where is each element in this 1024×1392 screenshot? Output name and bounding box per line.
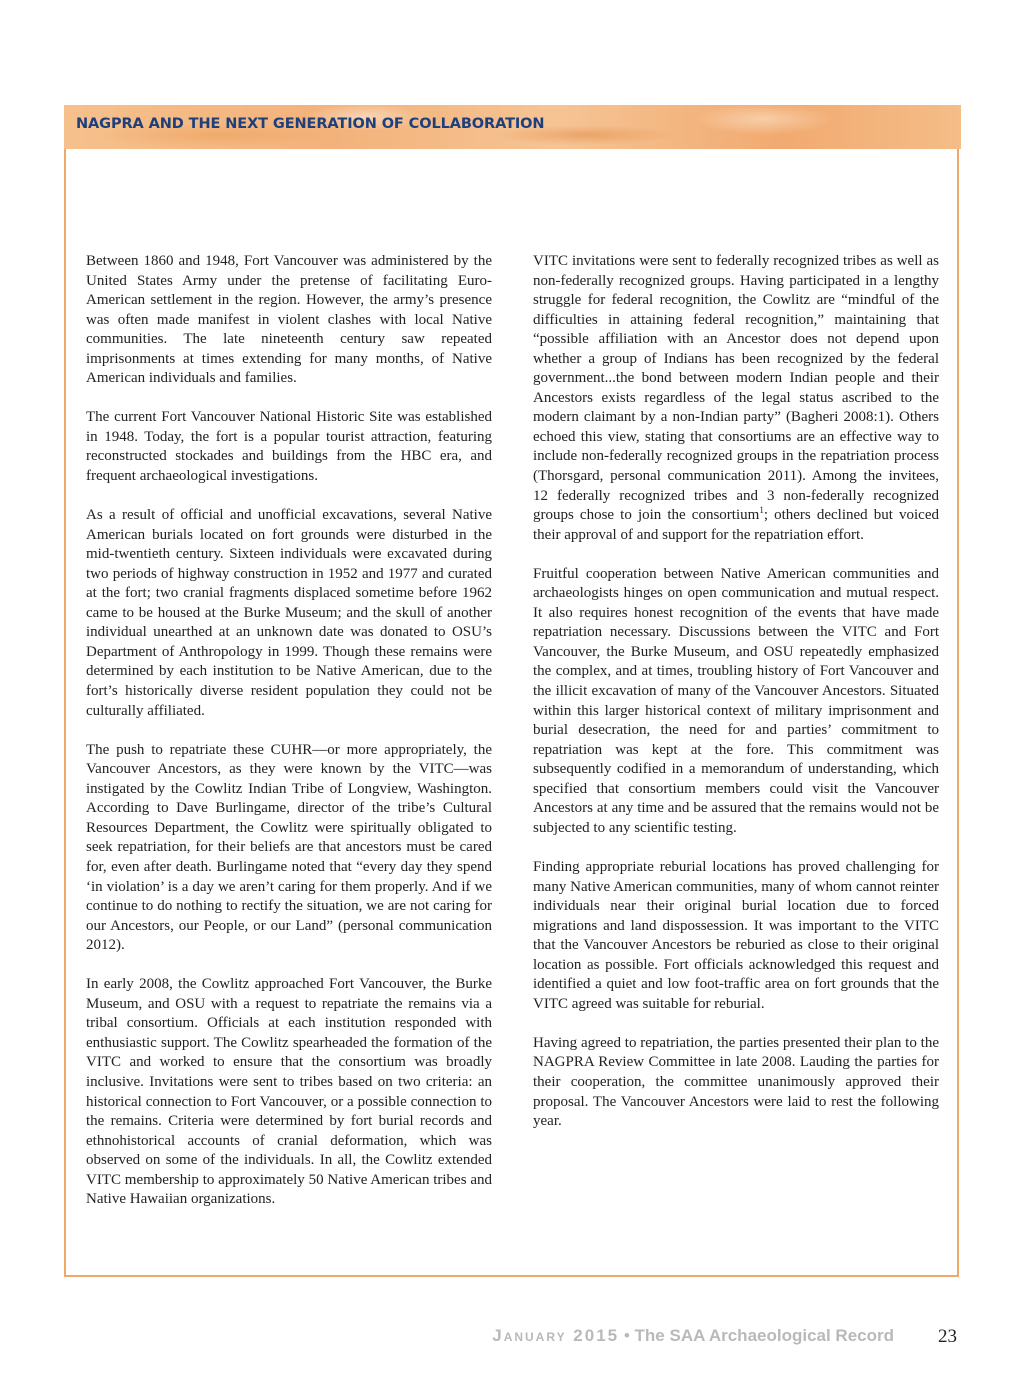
paragraph: The current Fort Vancouver National Historic Site was established in 1948. Today, the fort is a popular tourist attraction, featuring reconstructed stockades and buildings from the HBC era, and frequent archaeological investigations.	[86, 409, 492, 485]
page-number: 23	[938, 1326, 957, 1347]
section-header-title: NAGPRA AND THE NEXT GENERATION OF COLLABORATION	[76, 116, 545, 132]
left-text-column	[86, 252, 492, 1229]
paragraph-text: ; others declined but voiced their approval of and support for the repatriation effort.	[533, 507, 939, 543]
right-text-column	[533, 252, 939, 1151]
footer-journal-title: The SAA Archaeological Record	[634, 1326, 894, 1345]
footer-separator: •	[619, 1326, 635, 1345]
paragraph-text: VITC invitations were sent to federally recognized tribes as well as non-federally recognized groups. Having participated in a lengthy struggle for federal recognition, the Cowlitz are “mindful of the difficulties in attaining federal recognition,” maintaining that “possible affiliation with an Ancestor does not depend upon whether a group of Indians has been recognized by the federal government...the bond between modern Indian people and their Ancestors exists regardless of the legal status ascribed to the modern claimant by a non-Indian party” (Bagheri 2008:1). Others echoed this view, stating that consortiums are an effective way to include non-federally recognized groups in the repatriation process (Thorsgard, personal communication 2011). Among the invitees, 12 federally recognized tribes and 3 non-federally recognized groups chose to join the consortium	[533, 253, 939, 524]
header-band	[64, 105, 961, 149]
running-footer	[492, 1326, 894, 1346]
paragraph: In early 2008, the Cowlitz approached Fort Vancouver, the Burke Museum, and OSU with a request to repatriate the remains via a tribal consortium. Officials at each institution responded with enthusiastic support. The Cowlitz spearheaded the formation of the VITC and worked to ensure that the consortium was broadly inclusive. Invitations were sent to tribes based on two criteria: an historical connection to Fort Vancouver, or a possible connection to the remains. Criteria were determined by fort burial records and ethnohistorical accounts of cranial deformation, which was observed on some of the individuals. In all, the Cowlitz extended VITC membership to approximately 50 Native American tribes and Native Hawaiian organizations.	[86, 976, 492, 1208]
paragraph: As a result of official and unofficial excavations, several Native American burials located on fort grounds were disturbed in the mid-twentieth century. Sixteen individuals were excavated during two periods of highway construction in 1952 and 1977 and curated at the fort; two cranial fragments displaced sometime before 1962 came to be housed at the Burke Museum; and the skull of another individual unearthed at an unknown date was donated to OSU’s Department of Anthropology in 1999. Though these remains were determined by each institution to be Native American, due to the fort’s historically diverse resident population they could not be culturally affiliated.	[86, 507, 492, 719]
footnote-marker[interactable]: 1	[759, 505, 764, 516]
paragraph: Fruitful cooperation between Native American communities and archaeologists hinges on open communication and mutual respect. It also requires honest recognition of the events that have made repatriation necessary. Discussions between the VITC and Fort Vancouver, the Burke Museum, and OSU repeatedly emphasized the complex, and at times, troubling history of Fort Vancouver and the illicit excavation of many of the Vancouver Ancestors. Situated within this larger historical context of military imprisonment and burial desecration, the need for and parties’ commitment to repatriation was kept at the fore. This commitment was subsequently codified in a memorandum of understanding, which specified that consortium members could visit the Vancouver Ancestors at any time and be assured that the remains would not be subjected to any scientific testing.	[533, 565, 939, 836]
paragraph: Finding appropriate reburial locations has proved challenging for many Native American communities, many of whom cannot reinter individuals near their original burial location due to forced migrations and land dispossession. It was important to the VITC that the Vancouver Ancestors be reburied as close to their original location as possible. Fort officials acknowledged this request and identified a quiet and low foot-traffic area on fort grounds that the VITC agreed was suitable for reburial.	[533, 858, 939, 1012]
paragraph-with-footnote	[533, 252, 939, 545]
paragraph: Between 1860 and 1948, Fort Vancouver was administered by the United States Army under the pretense of facilitating Euro-American settlement in the region. However, the army’s presence was often made manifest in violent clashes with local Native communities. The late nineteenth century saw repeated imprisonments at times extending for many months, of Native American individuals and families.	[86, 253, 492, 387]
paragraph: The push to repatriate these CUHR—or more appropriately, the Vancouver Ancestors, as they were known by the VITC—was instigated by the Cowlitz Indian Tribe of Longview, Washington. According to Dave Burlingame, director of the tribe’s Cultural Resources Department, the Cowlitz were spiritually obligated to seek repatriation, for their beliefs are that ancestors must be cared for, even after death. Burlingame noted that “every day they spend ‘in violation’ is a day we aren’t caring for them properly. And if we continue to do nothing to rectify the situation, we are not caring for our Ancestors, our People, or our Land” (personal communication 2012).	[86, 741, 492, 954]
footer-month-year: January 2015	[492, 1326, 620, 1345]
paragraph: Having agreed to repatriation, the parties presented their plan to the NAGPRA Review Committee in late 2008. Lauding the parties for their cooperation, the committee unanimously approved their proposal. The Vancouver Ancestors were laid to rest the following year.	[533, 1034, 939, 1130]
